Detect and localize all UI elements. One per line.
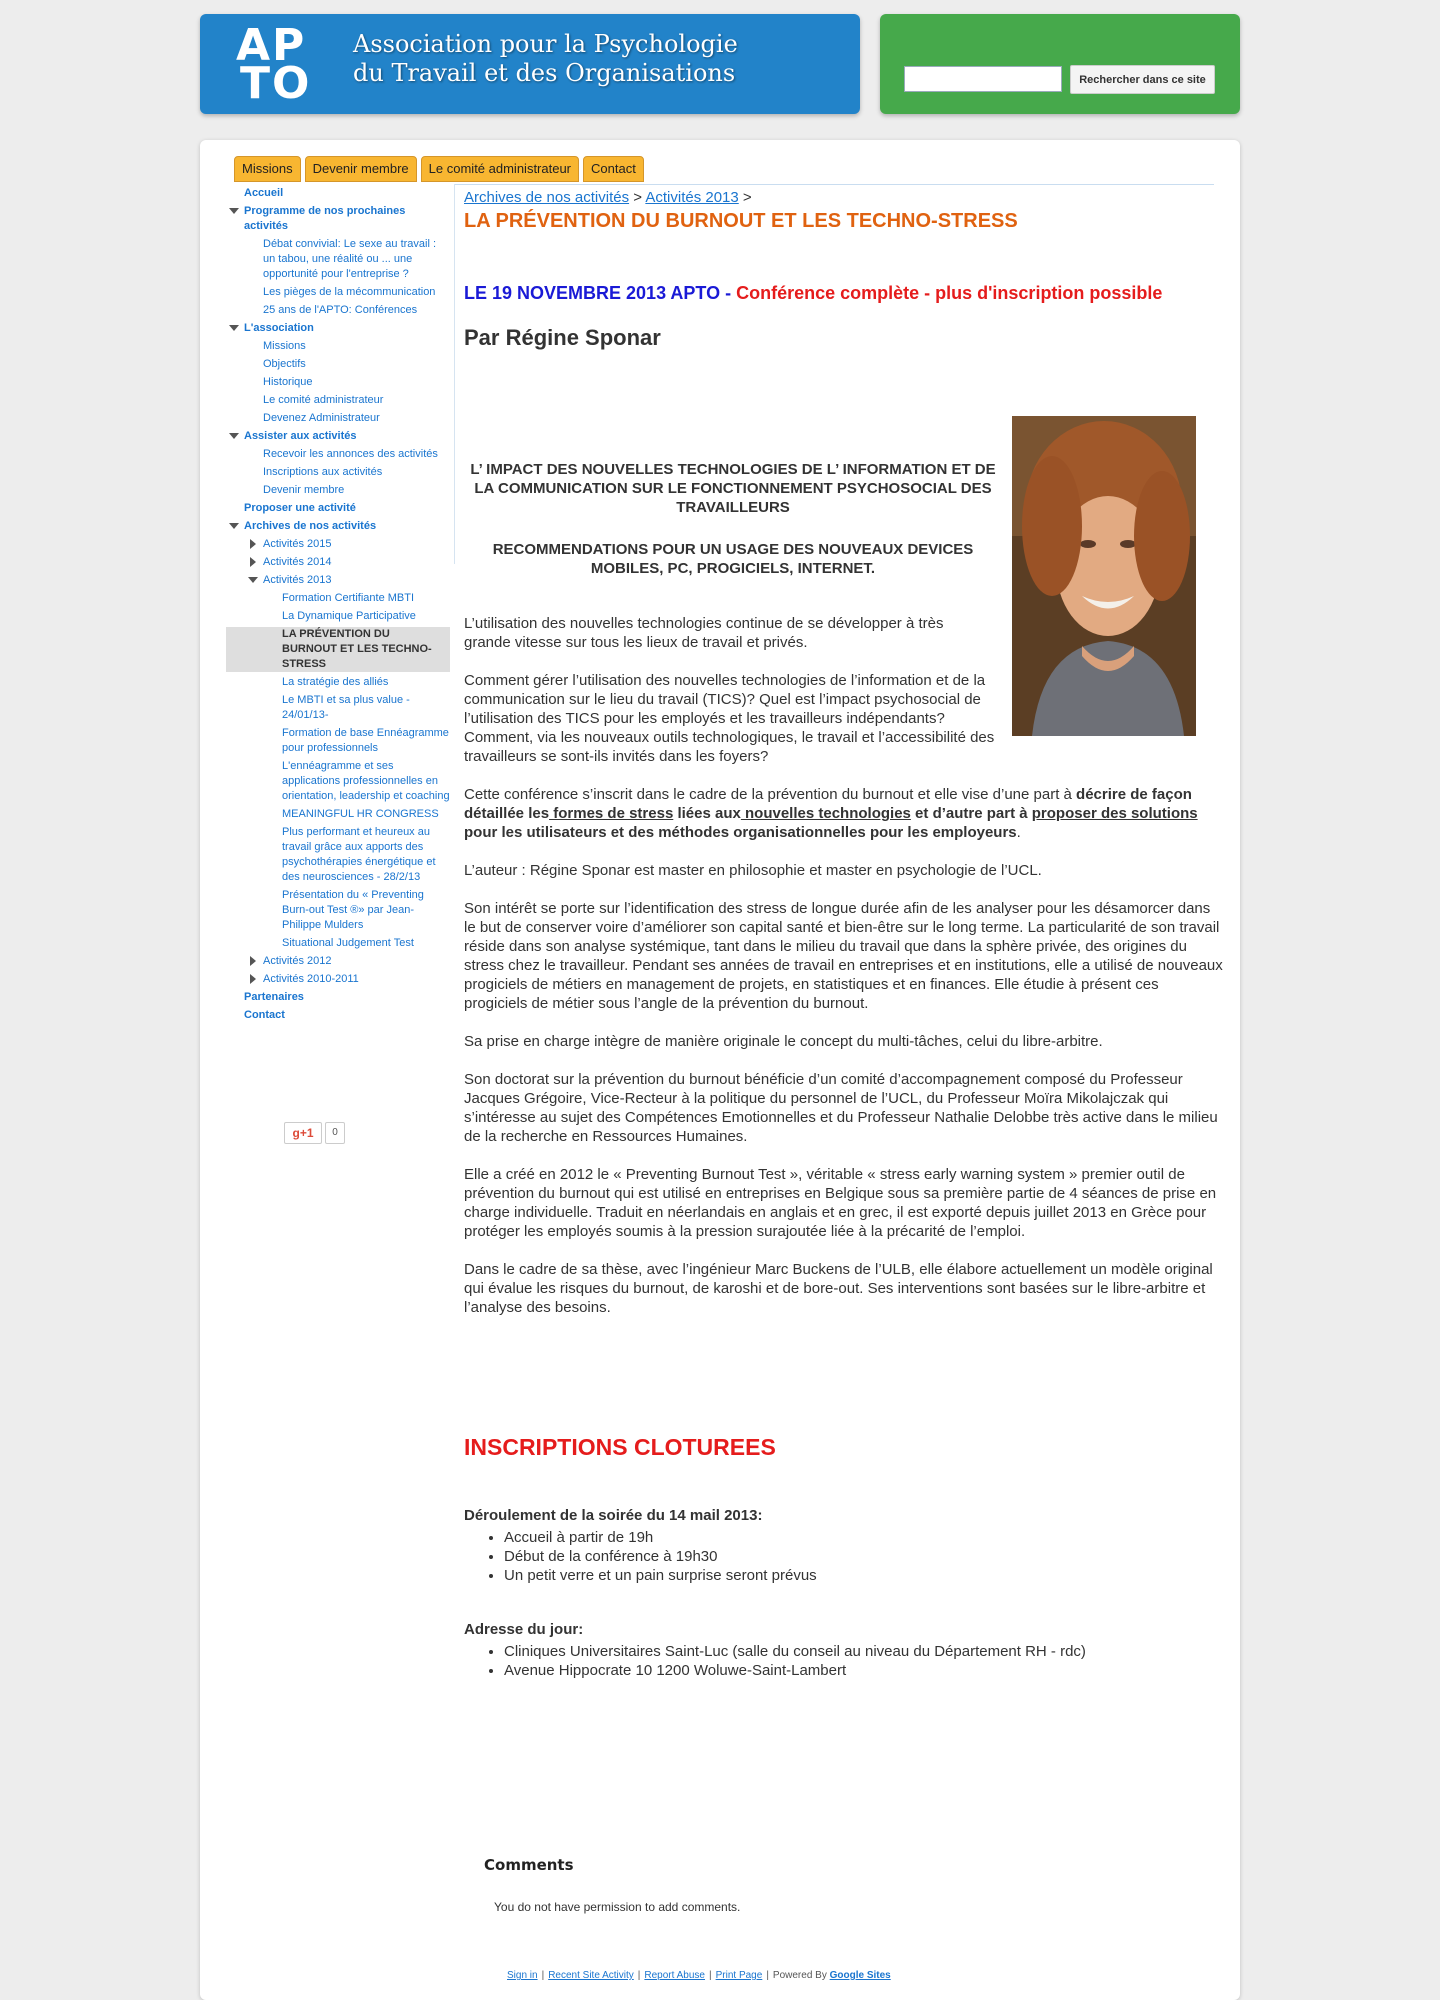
comments-permission-note: You do not have permission to add comments. (494, 1900, 741, 1914)
text-span: . (1016, 824, 1021, 841)
breadcrumb-separator: > (742, 189, 752, 206)
expand-arrow-icon[interactable] (229, 523, 239, 529)
expand-arrow-icon[interactable] (229, 433, 239, 439)
apto-logo[interactable] (230, 20, 340, 109)
page-content (464, 188, 1224, 1679)
sidebar-link-contact[interactable]: Contact (244, 1009, 285, 1021)
sidebar-item-association[interactable] (226, 321, 450, 336)
search-button[interactable]: Rechercher dans ce site (1070, 65, 1215, 94)
expand-arrow-icon[interactable] (229, 208, 239, 214)
sidebar-item-2015[interactable] (226, 537, 450, 552)
event-status: Conférence complète - plus d'inscription possible (736, 283, 1163, 303)
paragraph-intro: L’utilisation des nouvelles technologies continue de se développer à très grande vitesse sur tous les lieux de travail et privés. (464, 615, 944, 651)
sidebar-item-situational[interactable] (226, 936, 450, 951)
text-bold: pour les utilisateurs et des méthodes organisationnelles pour les employeurs (464, 824, 1017, 841)
search-banner (880, 14, 1240, 114)
sidebar-link-2013[interactable]: Activités 2013 (263, 574, 332, 586)
logo-line-1: AP (236, 20, 307, 71)
sidebar-link-meaningful-hr[interactable]: MEANINGFUL HR CONGRESS (282, 808, 439, 820)
comments-heading: Comments (484, 1856, 574, 1874)
sidebar-link-2015[interactable]: Activités 2015 (263, 538, 332, 550)
sidebar-item-2013[interactable] (226, 573, 450, 588)
sidebar-link-25ans[interactable]: 25 ans de l'APTO: Conférences (263, 304, 418, 316)
breadcrumb (464, 188, 1224, 207)
sidebar-item-2010[interactable] (226, 972, 450, 987)
text-underlined: nouvelles technologies (740, 805, 911, 822)
sidebar-item-partenaires[interactable] (226, 990, 450, 1005)
powered-by-label: Powered By (772, 1970, 827, 1981)
sidebar-link-situational[interactable]: Situational Judgement Test (282, 937, 414, 949)
print-page-link[interactable]: Print Page (715, 1970, 763, 1981)
sidebar-link-historique[interactable]: Historique (263, 376, 313, 388)
site-footer (507, 1970, 891, 1981)
sidebar-link-strategie[interactable]: La stratégie des alliés (282, 676, 389, 688)
sidebar-item-mbti-plus[interactable] (226, 693, 450, 723)
paragraph-doctorate: Son doctorat sur la prévention du burnout bénéficie d’un comité d’accompagnement composé du Professeur Jacques Grégoire, Vice-Recteur à la politique du personnel de l’UCL, du Professeur Moïra Mikolajczak qui s’intéresse au sujet des Compétences Emotionnelles et du Professeur Nathalie Delobbe très active dans le milieu de la recherche en Ressources Humaines. (464, 1071, 1218, 1145)
sidebar-link-inscriptions[interactable]: Inscriptions aux activités (263, 466, 383, 478)
list-item: • Début de la conférence à 19h30 (504, 1547, 817, 1566)
collapse-arrow-icon[interactable] (250, 956, 256, 966)
site-header-banner (200, 14, 860, 114)
schedule-title: Déroulement de la soirée du 14 mail 2013: (464, 1507, 763, 1524)
text-span: Cette conférence s’inscrit dans le cadre de la prévention du burnout et elle vise d’une part à (464, 786, 1077, 803)
sidebar-item-comite[interactable] (226, 393, 450, 408)
list-item: • Avenue Hippocrate 10 1200 Woluwe-Saint-Lambert (504, 1661, 1086, 1680)
sidebar-link-assister[interactable]: Assister aux activités (244, 430, 357, 442)
breadcrumb-archives[interactable]: Archives de nos activités (464, 189, 630, 206)
footer-separator: | (541, 1970, 545, 1981)
text-underlined: formes de stress (549, 805, 674, 822)
event-date-line (464, 282, 1162, 304)
logo-line-2: TO (240, 58, 312, 109)
sidebar-link-association[interactable]: L'association (244, 322, 314, 334)
sidebar-item-plus-performant[interactable] (226, 825, 450, 885)
sidebar-link-pieges[interactable]: Les pièges de la mécommunication (263, 286, 436, 298)
list-item: • Accueil à partir de 19h (504, 1528, 817, 1547)
schedule-list (464, 1528, 817, 1585)
content-divider (454, 184, 1214, 185)
sidebar-link-preventing-test[interactable]: Présentation du « Preventing Burn-out Test ®» par Jean-Philippe Mulders (282, 889, 424, 931)
sidebar-item-proposer[interactable] (226, 501, 450, 516)
sign-in-link[interactable]: Sign in (507, 1970, 538, 1981)
top-navigation (234, 156, 644, 182)
address-list (464, 1642, 1086, 1680)
nav-tab-devenir-membre[interactable]: Devenir membre (305, 156, 417, 182)
sidebar-item-assister[interactable] (226, 429, 450, 444)
sidebar-item-devenir-membre[interactable] (226, 483, 450, 498)
sidebar-item-objectifs[interactable] (226, 357, 450, 372)
page-title: LA PRÉVENTION DU BURNOUT ET LES TECHNO-STRESS (464, 210, 1018, 232)
sidebar-link-proposer[interactable]: Proposer une activité (244, 502, 356, 514)
sidebar-item-current-page: LA PRÉVENTION DU BURNOUT ET LES TECHNO-STRESS (226, 627, 450, 672)
sidebar-link-plus-performant[interactable]: Plus performant et heureux au travail grâce aux apports des psychothérapies énergétique et des neurosciences - 28/2/13 (282, 826, 436, 883)
sidebar-link-dynamique[interactable]: La Dynamique Participative (282, 610, 416, 622)
recent-activity-link[interactable]: Recent Site Activity (548, 1970, 634, 1981)
sidebar-item-archives[interactable] (226, 519, 450, 534)
list-item: • Un petit verre et un pain surprise seront prévus (504, 1566, 817, 1585)
site-title[interactable] (353, 30, 738, 88)
report-abuse-link[interactable]: Report Abuse (644, 1970, 705, 1981)
sidebar-item-recevoir[interactable] (226, 447, 450, 462)
expand-arrow-icon[interactable] (248, 577, 258, 583)
collapse-arrow-icon[interactable] (250, 974, 256, 984)
text-bold: décrire de façon détaillée les (464, 786, 1192, 822)
sidebar-link-devenir-membre[interactable]: Devenir membre (263, 484, 345, 496)
sidebar-item-inscriptions[interactable] (226, 465, 450, 480)
expand-arrow-icon[interactable] (229, 325, 239, 331)
registrations-closed: INSCRIPTIONS CLOTUREES (464, 1434, 776, 1460)
sidebar-link-objectifs[interactable]: Objectifs (263, 358, 306, 370)
search-input[interactable] (904, 66, 1062, 92)
sidebar-navigation (226, 186, 450, 1023)
footer-separator: | (637, 1970, 641, 1981)
conference-subtitle: L’ IMPACT DES NOUVELLES TECHNOLOGIES DE L’ INFORMATION ET DE LA COMMUNICATION SUR LE FONCTIONNEMENT PSYCHOSOCIAL DES TRAVAILLEURS (470, 461, 996, 516)
sidebar-link-enneagramme-base[interactable]: Formation de base Ennéagramme pour professionnels (282, 727, 449, 754)
sidebar-link-2012[interactable]: Activités 2012 (263, 955, 332, 967)
paragraph-test: Elle a créé en 2012 le « Preventing Burnout Test », véritable « stress early warning system » premier outil de prévention du burnout qui est utilisé en entreprises en Belgique sous sa première partie de 4 séances de prise en charge individuelle. Traduit en néerlandais en anglais et en grec, il est exporté depuis juillet 2013 en Grèce pour protéger les employés soumis à la pression surajoutée liée à la précarité de l’emploi. (464, 1166, 1217, 1240)
sidebar-link-mbti-plus[interactable]: Le MBTI et sa plus value - 24/01/13- (282, 694, 410, 721)
sidebar-item-strategie[interactable] (226, 675, 450, 690)
sidebar-item-preventing-test[interactable] (226, 888, 450, 933)
google-sites-link[interactable]: Google Sites (829, 1970, 891, 1981)
address-title: Adresse du jour: (464, 1621, 584, 1638)
paragraph-author: L’auteur : Régine Sponar est master en philosophie et master en psychologie de l’UCL. (464, 862, 1042, 879)
article-body (464, 614, 1224, 1336)
sidebar-link-archives[interactable]: Archives de nos activités (244, 520, 377, 532)
paragraph-interest: Son intérêt se porte sur l’identification des stress de longue durée afin de les analyser pour les désamorcer dans le but de conserver voire d’améliorer son capital santé et bien-être sur le long terme. La particularité de son travail réside dans son analyse systémique, tant dans le milieu du travail que dans la sphère privée, des origines du stress chez le travailleur. Pendant ses années de travail en entreprises et en institutions, elle a utilisé de nouveaux progiciels de métiers en management de projets, en statistiques et en finances. Elle étudie à présent ces progiciels de métier sous l’angle de la prévention du burnout. (464, 900, 1223, 1012)
collapse-arrow-icon[interactable] (250, 539, 256, 549)
sidebar-item-meaningful-hr[interactable] (226, 807, 450, 822)
paragraph-objectives (464, 785, 1224, 842)
sidebar-item-25ans[interactable] (226, 303, 450, 318)
sidebar-link-devenez-admin[interactable]: Devenez Administrateur (263, 412, 380, 424)
sidebar-item-historique[interactable] (226, 375, 450, 390)
list-item: • Cliniques Universitaires Saint-Luc (salle du conseil au niveau du Département RH - rdc) (504, 1642, 1086, 1661)
sidebar-item-devenez-admin[interactable] (226, 411, 450, 426)
paragraph-thesis: Dans le cadre de sa thèse, avec l’ingénieur Marc Buckens de l’ULB, elle élabore actuellement un modèle original qui évalue les risques du burnout, de karoshi et de bore-out. Ses interventions sont basées sur le libre-arbitre et l’analyse des besoins. (464, 1261, 1213, 1316)
main-panel (200, 140, 1240, 2000)
content-left-border (454, 184, 455, 564)
event-date: LE 19 NOVEMBRE 2013 APTO - (464, 283, 737, 303)
sidebar-item-contact[interactable] (226, 1008, 450, 1023)
google-plus-one-button[interactable]: g+1 (284, 1122, 322, 1144)
sidebar-item-missions[interactable] (226, 339, 450, 354)
sidebar-item-2014[interactable] (226, 555, 450, 570)
sidebar-link-mbti-formation[interactable]: Formation Certifiante MBTI (282, 592, 415, 604)
sidebar-link-2010[interactable]: Activités 2010-2011 (263, 973, 359, 985)
sidebar-item-debat[interactable] (226, 237, 450, 282)
sidebar-item-pieges[interactable] (226, 285, 450, 300)
breadcrumb-2013[interactable]: Activités 2013 (645, 189, 739, 206)
breadcrumb-separator: > (633, 189, 643, 206)
footer-separator: | (709, 1970, 712, 1981)
nav-tab-missions[interactable]: Missions (234, 156, 301, 182)
text-underlined: proposer des solutions (1031, 805, 1198, 822)
text-bold: et d’autre part à (910, 805, 1032, 822)
collapse-arrow-icon[interactable] (250, 557, 256, 567)
sidebar-link-enneagramme-apps[interactable]: L'ennéagramme et ses applications professionnelles en orientation, leadership et coaching (282, 760, 450, 802)
sidebar-item-enneagramme-base[interactable] (226, 726, 450, 756)
nav-tab-comite[interactable]: Le comité administrateur (421, 156, 579, 182)
sidebar-link-debat[interactable]: Débat convivial: Le sexe au travail : un tabou, une réalité ou ... une opportunité pour l'entreprise ? (263, 238, 437, 280)
paragraph-questions: Comment gérer l’utilisation des nouvelles technologies de l’information et de la communication sur le lieu du travail (TICS)? Quel est l’impact psychosocial de l’utilisation des TICS pour les employés et les travailleurs indépendants? Comment, via les nouveaux outils technologiques, le travail et l’accessibilité des travailleurs se sont-ils invités dans les foyers? (464, 672, 995, 765)
footer-separator: | (766, 1970, 769, 1981)
sidebar-link-accueil[interactable]: Accueil (244, 187, 284, 199)
sidebar-link-comite[interactable]: Le comité administrateur (263, 394, 384, 406)
sidebar-link-programme[interactable]: Programme de nos prochaines activités (244, 205, 406, 232)
site-title-line-2: du Travail et des Organisations (353, 59, 736, 87)
sidebar-item-dynamique[interactable] (226, 609, 450, 624)
paragraph-multitask: Sa prise en charge intègre de manière originale le concept du multi-tâches, celui du libre-arbitre. (464, 1033, 1103, 1050)
plus-one-count: 0 (325, 1122, 345, 1144)
sidebar-link-partenaires[interactable]: Partenaires (244, 991, 304, 1003)
sidebar-item-2012[interactable] (226, 954, 450, 969)
sidebar-link-recevoir[interactable]: Recevoir les annonces des activités (263, 448, 438, 460)
sidebar-link-2014[interactable]: Activités 2014 (263, 556, 332, 568)
sidebar-item-enneagramme-apps[interactable] (226, 759, 450, 804)
speaker-name: Par Régine Sponar (464, 325, 661, 350)
conference-recommendations: RECOMMENDATIONS POUR UN USAGE DES NOUVEAUX DEVICES MOBILES, PC, PROGICIELS, INTERNET. (492, 541, 974, 577)
google-plus-one (284, 1122, 345, 1144)
sidebar-item-programme[interactable] (226, 204, 450, 234)
text-bold: liées aux (673, 805, 741, 822)
sidebar-link-missions[interactable]: Missions (263, 340, 306, 352)
sidebar-item-mbti-formation[interactable] (226, 591, 450, 606)
nav-tab-contact[interactable]: Contact (583, 156, 644, 182)
site-title-line-1: Association pour la Psychologie (353, 30, 738, 58)
sidebar-item-accueil[interactable] (226, 186, 450, 201)
